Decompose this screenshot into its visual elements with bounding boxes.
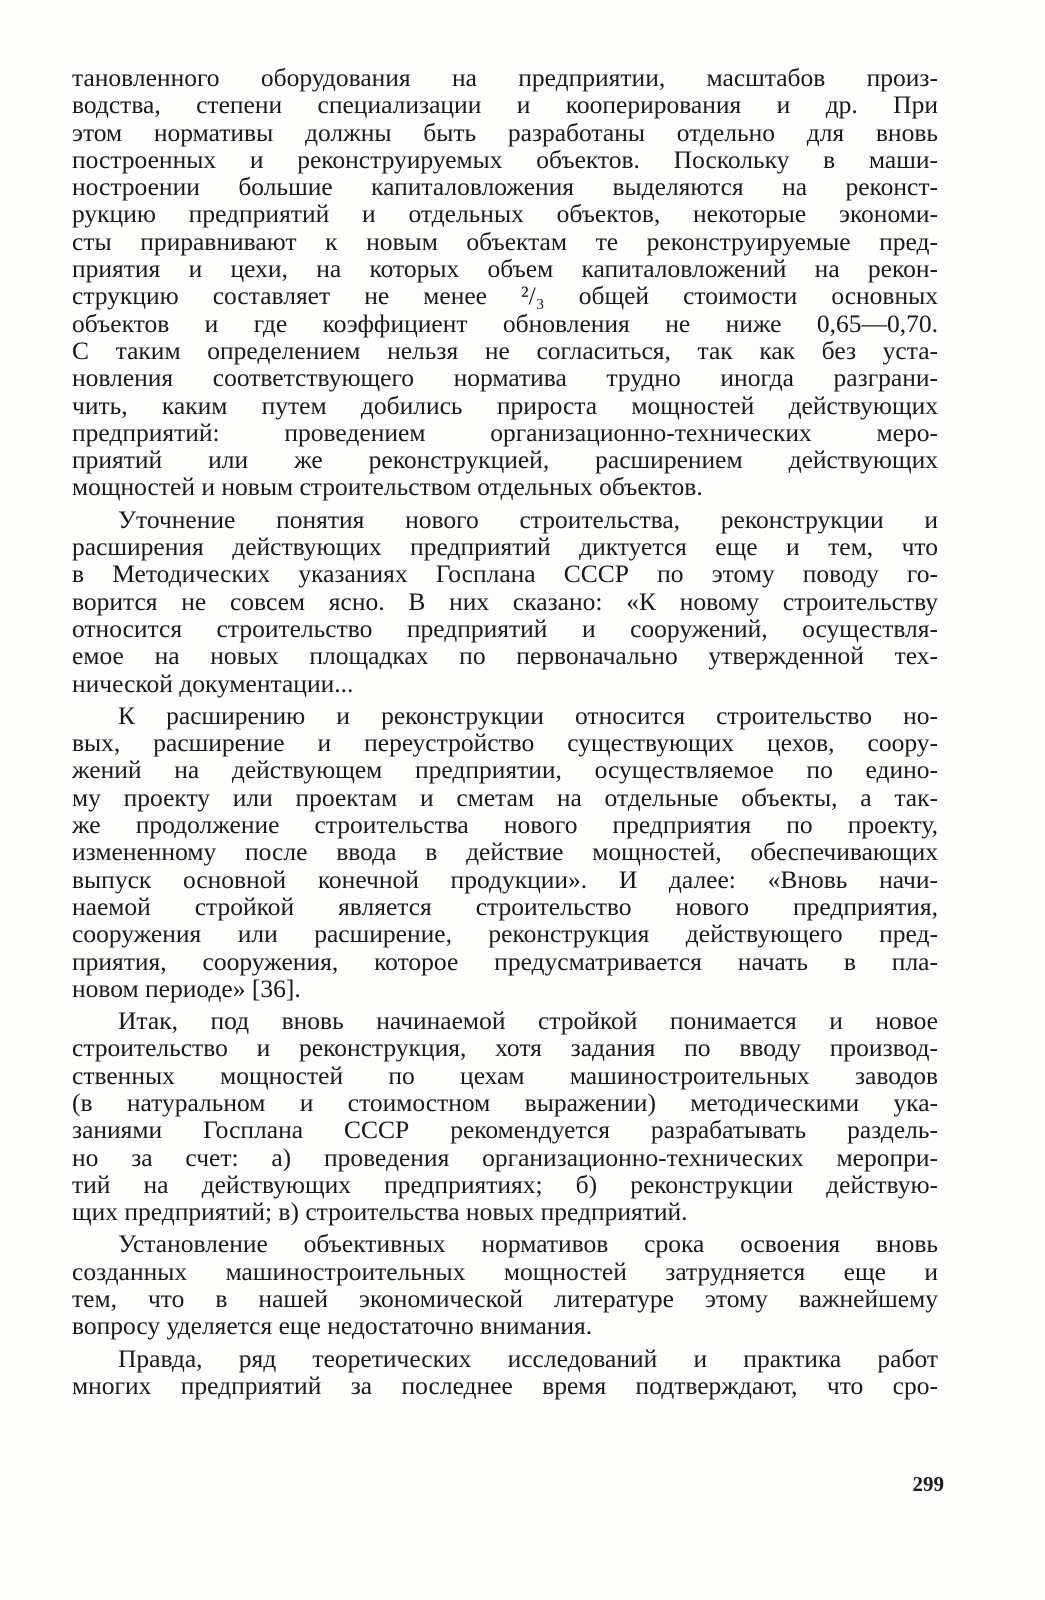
text-line: расширения действующих предприятий диктуется еще и тем, что <box>72 532 938 562</box>
paragraph <box>72 1007 938 1225</box>
text-line: тем, что в нашей экономической литературе этому важнейшему <box>72 1284 938 1314</box>
text-line: емое на новых площадках по первоначально утвержденной тех- <box>72 641 938 671</box>
paragraph <box>72 1345 938 1400</box>
text-line: вых, расширение и переустройство существующих цехов, соору- <box>72 728 938 758</box>
text-line: щих предприятий; в) строительства новых предприятий. <box>72 1197 688 1227</box>
page-number: 299 <box>912 1472 944 1496</box>
text-line: приятия, сооружения, которое предусматривается начать в пла- <box>72 946 938 976</box>
text-line: водства, степени специализации и кооперирования и др. При <box>72 90 938 120</box>
text-line: относится строительство предприятий и сооружений, осуществля- <box>72 613 938 643</box>
text-line: заниями Госплана СССР рекомендуется разрабатывать раздель- <box>72 1115 938 1145</box>
text-line: жений на действующем предприятии, осуществляемое по едино- <box>72 755 938 785</box>
text-line: этом нормативы должны быть разработаны отдельно для вновь <box>72 117 938 147</box>
text-line: ственных мощностей по цехам машиностроительных заводов <box>72 1060 938 1090</box>
text-line: приятия и цехи, на которых объем капиталовложений на рекон- <box>72 254 938 284</box>
text-line: тий на действующих предприятиях; б) реконструкции действую- <box>72 1169 938 1199</box>
text-line: но за счет: а) проведения организационно-технических меропри- <box>72 1142 938 1172</box>
text-line: К расширению и реконструкции относится строительство но- <box>118 700 938 730</box>
text-line: рукцию предприятий и отдельных объектов, некоторые экономи- <box>72 199 938 229</box>
text-line: построенных и реконструируемых объектов. Поскольку в маши- <box>72 144 938 174</box>
paragraph <box>72 1230 938 1339</box>
text-line: чить, каким путем добились прироста мощностей действующих <box>72 390 938 420</box>
text-line: строительство и реконструкция, хотя задания по вводу производ- <box>72 1033 938 1063</box>
text-line: же продолжение строительства нового предприятия по проекту, <box>72 810 938 840</box>
text-line: сты приравнивают к новым объектам те реконструируемые пред- <box>72 226 938 256</box>
text-line: предприятий: проведением организационно-технических меро- <box>72 417 938 447</box>
text-line: ностроении большие капиталовложения выделяются на реконст- <box>72 172 938 202</box>
text-line: многих предприятий за последнее время подтверждают, что сро- <box>72 1370 938 1400</box>
text-line: измененному после ввода в действие мощностей, обеспечивающих <box>72 837 938 867</box>
text-line: мощностей и новым строительством отдельных объектов. <box>72 472 703 502</box>
text-line: му проекту или проектам и сметам на отдельные объекты, а так- <box>72 782 938 812</box>
text-line: тановленного оборудования на предприятии, масштабов произ- <box>72 63 938 92</box>
text-line: в Методических указаниях Госплана СССР по этому поводу го- <box>72 559 938 589</box>
paragraph <box>72 64 938 501</box>
body-text <box>72 64 938 1399</box>
text-line: струкцию составляет не менее ²/₃ общей стоимости основных <box>72 281 938 311</box>
text-line: (в натуральном и стоимостном выражении) методическими ука- <box>72 1087 938 1117</box>
text-line: Итак, под вновь начинаемой стройкой понимается и новое <box>118 1006 938 1036</box>
text-line: ворится не совсем ясно. В них сказано: «К новому строительству <box>72 586 938 616</box>
text-line: выпуск основной конечной продукции». И далее: «Вновь начи- <box>72 864 938 894</box>
text-line: вопросу уделяется еще недостаточно внимания. <box>72 1311 593 1341</box>
text-line: Установление объективных нормативов срока освоения вновь <box>118 1229 938 1259</box>
text-line: С таким определением нельзя не согласиться, так как без уста- <box>72 335 938 365</box>
text-line: созданных машиностроительных мощностей затрудняется еще и <box>72 1256 938 1286</box>
paragraph <box>72 506 938 697</box>
text-line: приятий или же реконструкцией, расширением действующих <box>72 445 938 475</box>
text-line: наемой стройкой является строительство нового предприятия, <box>72 891 938 921</box>
text-line: Правда, ряд теоретических исследований и практика работ <box>118 1343 938 1373</box>
text-line: новления соответствующего норматива трудно иногда разграни- <box>72 363 938 393</box>
text-line: новом периоде» [36]. <box>72 973 301 1003</box>
text-line: сооружения или расширение, реконструкция действующего пред- <box>72 919 938 949</box>
text-line: Уточнение понятия нового строительства, реконструкции и <box>118 504 938 534</box>
text-line: нической документации... <box>72 668 354 698</box>
text-line: объектов и где коэффициент обновления не ниже 0,65—0,70. <box>72 308 938 338</box>
paragraph <box>72 702 938 1002</box>
